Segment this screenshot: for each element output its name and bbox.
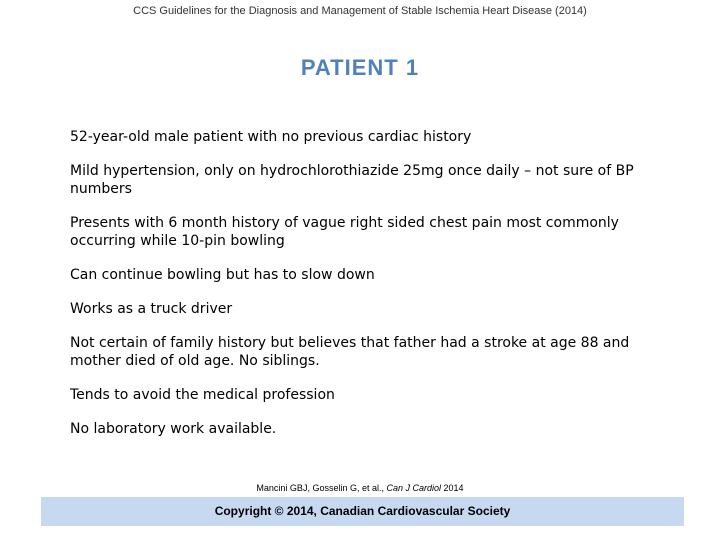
list-item: Works as a truck driver (70, 301, 233, 317)
patient-history-list (70, 128, 670, 454)
list-item: Can continue bowling but has to slow down (70, 267, 375, 283)
list-item: No laboratory work available. (70, 421, 277, 437)
guidelines-header: CCS Guidelines for the Diagnosis and Management of Stable Ischemia Heart Disease (2014) (133, 5, 587, 17)
list-item: Presents with 6 month history of vague right sided chest pain most commonly occurring while 10-pin bowling (70, 215, 619, 249)
citation-year: 2014 (443, 483, 464, 493)
citation-journal: Can J Cardiol (386, 483, 442, 493)
copyright-text: Copyright © 2014, Canadian Cardiovascular Society (214, 504, 511, 518)
citation (0, 483, 720, 493)
list-item: 52-year-old male patient with no previous cardiac history (70, 129, 472, 145)
list-item: Mild hypertension, only on hydrochlorothiazide 25mg once daily – not sure of BP numbers (70, 163, 634, 197)
slide-title: PATIENT 1 (300, 55, 420, 80)
list-item: Not certain of family history but believes that father had a stroke at age 88 and mother died of old age. No siblings. (70, 335, 630, 369)
copyright-footer (41, 497, 684, 526)
citation-authors: Mancini GBJ, Gosselin G, et al., (256, 483, 384, 493)
list-item: Tends to avoid the medical profession (70, 387, 335, 403)
